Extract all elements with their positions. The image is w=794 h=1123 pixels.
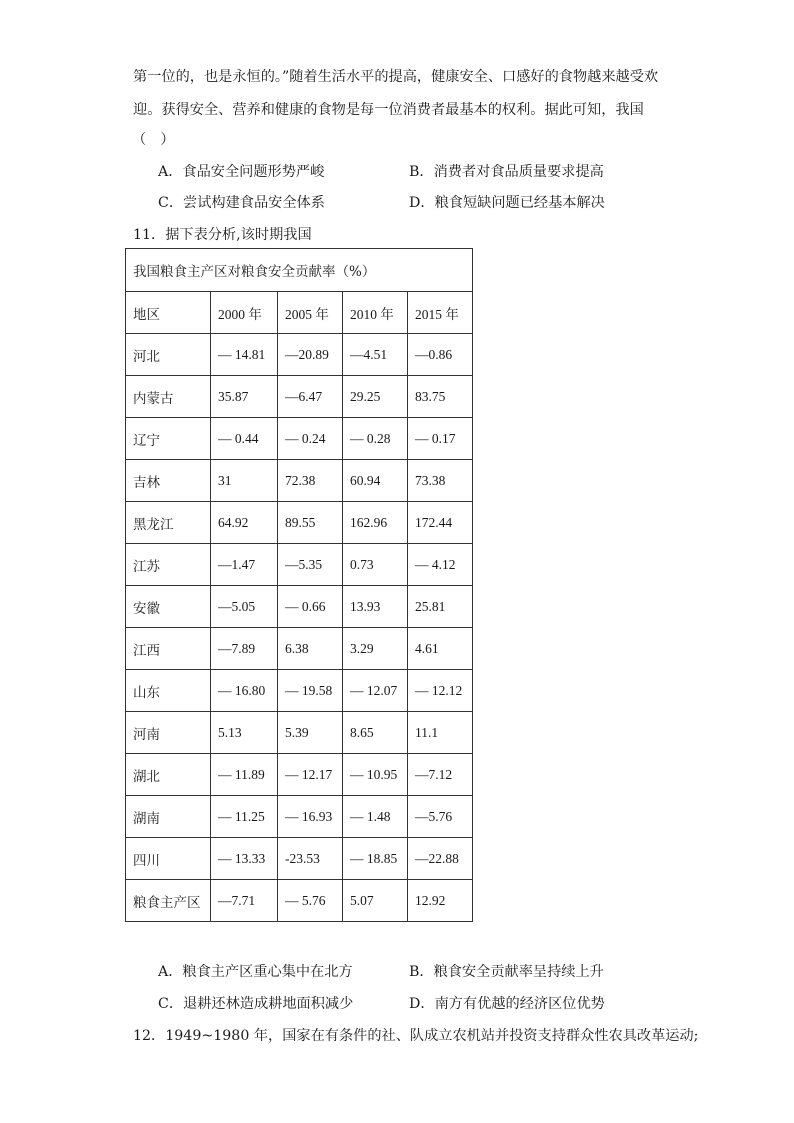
table-row [126, 838, 473, 880]
value-text: — 19.58 [285, 682, 333, 698]
value-text: —1.47 [218, 556, 256, 572]
value-text: —7.71 [218, 892, 256, 908]
value-cell [343, 628, 408, 670]
q10-option-d[interactable]: D．粮食短缺问题已经基本解决 [409, 195, 605, 211]
value-text: 31 [218, 472, 232, 488]
value-cell [343, 880, 408, 922]
value-text: —7.12 [415, 766, 453, 782]
value-text: — 12.17 [285, 766, 333, 782]
table-row [126, 460, 473, 502]
value-text: — 12.12 [415, 682, 463, 698]
region-cell: 内蒙古 [126, 376, 211, 418]
value-cell [278, 502, 343, 544]
value-cell [408, 880, 473, 922]
value-cell [408, 334, 473, 376]
value-text: 89.55 [285, 514, 316, 530]
value-cell [211, 754, 278, 796]
value-text: — 0.28 [350, 430, 391, 446]
value-text: 64.92 [218, 514, 249, 530]
q10-stem-line-1: 第一位的，也是永恒的。”随着生活水平的提高，健康安全、口感好的食物越来越受欢 [133, 69, 659, 85]
region-cell: 辽宁 [126, 418, 211, 460]
value-text: — 11.25 [218, 808, 265, 824]
table-row [126, 418, 473, 460]
table-row [126, 670, 473, 712]
region-cell: 粮食主产区 [126, 880, 211, 922]
value-text: 12.92 [415, 892, 446, 908]
value-cell [343, 754, 408, 796]
value-text: —4.51 [350, 346, 388, 362]
value-text: — 4.12 [415, 556, 456, 572]
header-2000: 2000 年 [211, 292, 278, 334]
value-cell [343, 502, 408, 544]
value-text: — 5.76 [285, 892, 326, 908]
table-row [126, 544, 473, 586]
value-cell [408, 418, 473, 460]
value-cell [211, 670, 278, 712]
value-cell [408, 376, 473, 418]
value-cell [211, 334, 278, 376]
value-text: —0.86 [415, 346, 453, 362]
header-2010: 2010 年 [343, 292, 408, 334]
header-2015: 2015 年 [408, 292, 473, 334]
value-text: 6.38 [285, 640, 309, 656]
value-text: 35.87 [218, 388, 249, 404]
value-cell [408, 796, 473, 838]
value-cell [211, 586, 278, 628]
region-cell: 湖北 [126, 754, 211, 796]
table-row [126, 334, 473, 376]
region-cell: 吉林 [126, 460, 211, 502]
value-cell [343, 544, 408, 586]
value-cell [278, 838, 343, 880]
table-row [126, 376, 473, 418]
value-cell [343, 418, 408, 460]
value-text: 29.25 [350, 388, 381, 404]
q11-option-a[interactable]: A．粮食主产区重心集中在北方 [158, 964, 353, 980]
value-text: —5.76 [415, 808, 453, 824]
value-cell [408, 586, 473, 628]
q12-stem: 12．1949~1980 年，国家在有条件的社、队成立农机站并投资支持群众性农具改革运动; [133, 1028, 699, 1044]
header-2005: 2005 年 [278, 292, 343, 334]
value-cell [211, 544, 278, 586]
value-cell [408, 838, 473, 880]
value-text: 3.29 [350, 640, 374, 656]
value-text: 8.65 [350, 724, 374, 740]
value-cell [278, 754, 343, 796]
value-cell [278, 460, 343, 502]
value-text: 25.81 [415, 598, 446, 614]
region-cell: 河北 [126, 334, 211, 376]
value-text: — 12.07 [350, 682, 398, 698]
value-text: — 0.17 [415, 430, 456, 446]
value-cell [408, 712, 473, 754]
value-text: — 14.81 [218, 346, 266, 362]
value-text: 73.38 [415, 472, 446, 488]
value-cell [211, 628, 278, 670]
region-cell: 湖南 [126, 796, 211, 838]
value-text: — 16.93 [285, 808, 333, 824]
value-text: — 0.66 [285, 598, 326, 614]
value-cell [211, 838, 278, 880]
region-cell: 江苏 [126, 544, 211, 586]
q11-stem: 11．据下表分析,该时期我国 [133, 227, 312, 243]
value-cell [278, 544, 343, 586]
value-text: 4.61 [415, 640, 439, 656]
value-cell [278, 712, 343, 754]
value-cell [343, 460, 408, 502]
q10-option-b[interactable]: B．消费者对食品质量要求提高 [409, 164, 604, 180]
value-cell [278, 796, 343, 838]
value-text: 11.1 [415, 724, 439, 740]
value-text: 72.38 [285, 472, 316, 488]
value-cell [278, 376, 343, 418]
region-cell: 江西 [126, 628, 211, 670]
q10-option-c[interactable]: C．尝试构建食品安全体系 [158, 195, 325, 211]
q11-option-b[interactable]: B．粮食安全贡献率呈持续上升 [409, 964, 604, 980]
value-text: — 0.24 [285, 430, 326, 446]
table-row [126, 712, 473, 754]
value-text: —5.05 [218, 598, 256, 614]
grain-security-table [125, 248, 473, 922]
value-text: -23.53 [285, 850, 320, 866]
q10-stem-line-2: 迎。获得安全、营养和健康的食物是每一位消费者最基本的权利。据此可知，我国 [133, 102, 644, 118]
value-cell [211, 502, 278, 544]
value-text: 172.44 [415, 514, 453, 530]
value-cell [278, 670, 343, 712]
region-cell: 山东 [126, 670, 211, 712]
value-text: — 0.44 [218, 430, 259, 446]
table-row [126, 502, 473, 544]
q11-option-d[interactable]: D．南方有优越的经济区位优势 [409, 996, 605, 1012]
q10-option-a[interactable]: A．食品安全问题形势严峻 [158, 164, 325, 180]
value-cell [278, 880, 343, 922]
value-text: —5.35 [285, 556, 323, 572]
table-title-row [126, 249, 473, 292]
value-cell [408, 502, 473, 544]
value-text: 5.39 [285, 724, 309, 740]
value-text: 83.75 [415, 388, 446, 404]
value-cell [211, 712, 278, 754]
value-cell [211, 796, 278, 838]
value-text: — 18.85 [350, 850, 398, 866]
value-cell [343, 796, 408, 838]
value-cell [343, 670, 408, 712]
value-text: 0.73 [350, 556, 374, 572]
table-title: 我国粮食主产区对粮食安全贡献率（%） [126, 249, 473, 292]
table-row [126, 586, 473, 628]
table-row [126, 754, 473, 796]
value-cell [343, 586, 408, 628]
value-text: —7.89 [218, 640, 256, 656]
value-cell [211, 376, 278, 418]
value-cell [278, 586, 343, 628]
value-cell [343, 838, 408, 880]
value-text: —6.47 [285, 388, 323, 404]
table-row [126, 628, 473, 670]
value-cell [408, 670, 473, 712]
value-cell [408, 460, 473, 502]
value-text: — 10.95 [350, 766, 398, 782]
value-text: 60.94 [350, 472, 381, 488]
value-cell [343, 334, 408, 376]
table-header-row [126, 292, 473, 334]
value-cell [408, 544, 473, 586]
value-text: 13.93 [350, 598, 381, 614]
header-region: 地区 [126, 292, 211, 334]
table-row [126, 880, 473, 922]
region-cell: 河南 [126, 712, 211, 754]
value-text: — 16.80 [218, 682, 266, 698]
value-cell [278, 628, 343, 670]
q11-option-c[interactable]: C．退耕还林造成耕地面积减少 [158, 996, 354, 1012]
value-cell [343, 376, 408, 418]
value-text: — 13.33 [218, 850, 266, 866]
value-text: 5.13 [218, 724, 242, 740]
value-cell [211, 460, 278, 502]
value-text: — 1.48 [350, 808, 391, 824]
table-row [126, 796, 473, 838]
value-text: —22.88 [415, 850, 459, 866]
value-cell [408, 754, 473, 796]
value-cell [211, 880, 278, 922]
region-cell: 黑龙江 [126, 502, 211, 544]
value-text: 5.07 [350, 892, 374, 908]
value-cell [278, 418, 343, 460]
region-cell: 四川 [126, 838, 211, 880]
value-cell [408, 628, 473, 670]
value-text: —20.89 [285, 346, 329, 362]
value-cell [343, 712, 408, 754]
region-cell: 安徽 [126, 586, 211, 628]
value-text: — 11.89 [218, 766, 265, 782]
q10-answer-paren: （ ） [132, 132, 175, 148]
value-cell [278, 334, 343, 376]
value-text: 162.96 [350, 514, 388, 530]
value-cell [211, 418, 278, 460]
